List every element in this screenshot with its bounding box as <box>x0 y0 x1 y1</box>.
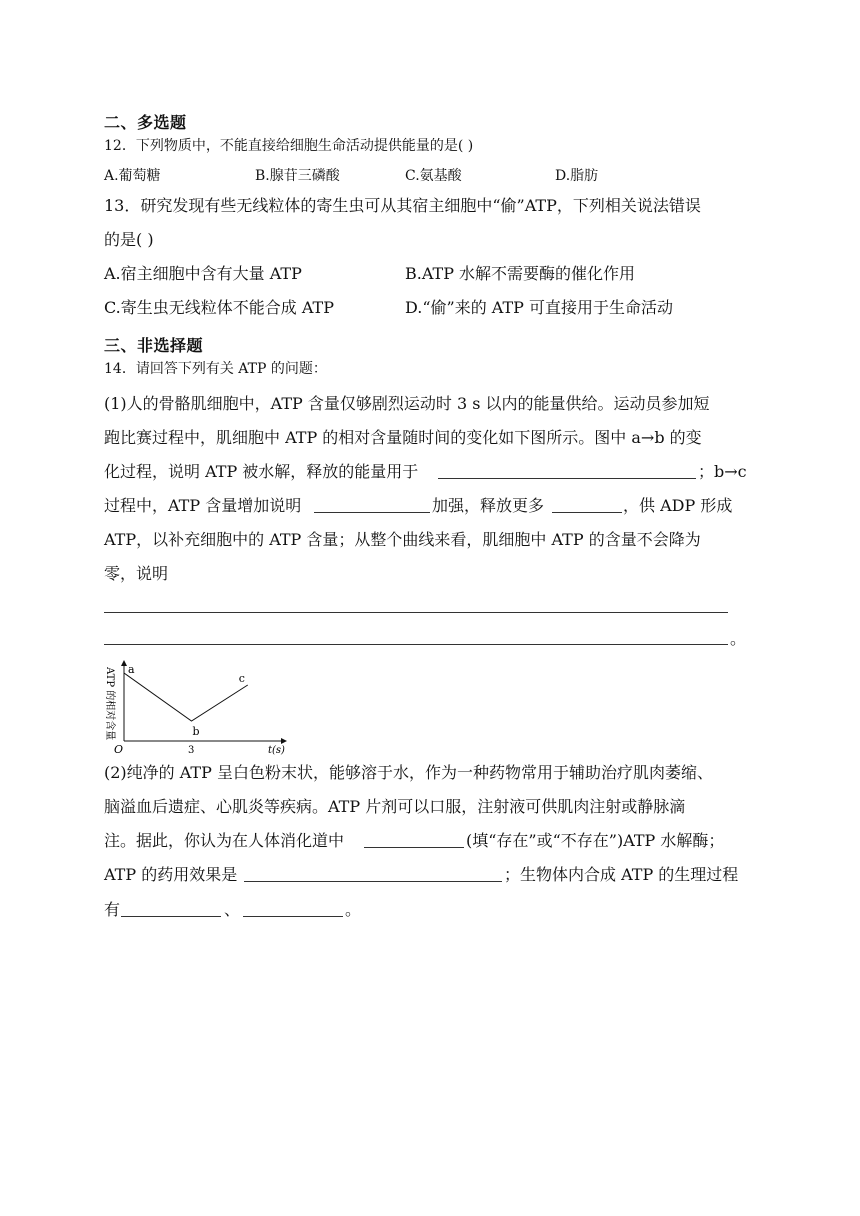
answer-blank-7[interactable] <box>121 916 221 917</box>
answer-blank-1[interactable] <box>438 478 696 479</box>
chart-point-label-b: b <box>192 725 200 738</box>
answer-blank-2[interactable] <box>314 512 430 513</box>
q14-p1-end-period: 。 <box>730 629 747 648</box>
q14-stem: 14．请回答下列有关 ATP 的问题： <box>104 361 327 377</box>
chart-origin-label: O <box>114 743 124 755</box>
q14-p2-line5-text: 有 <box>104 900 121 919</box>
q13-option-b: B.ATP 水解不需要酶的催化作用 <box>405 264 636 283</box>
q14-p2-line3-text: 注。据此，你认为在人体消化道中 <box>104 831 345 850</box>
q14-p1-line4-end: ，供 ADP 形成 <box>623 496 733 515</box>
q14-p2-line2: 脑溢血后遗症、心肌炎等疾病。ATP 片剂可以口服，注射液可供肌肉注射或静脉滴 <box>104 797 686 816</box>
q14-p2-line5-sep: 、 <box>224 900 241 919</box>
q12-option-c: C.氨基酸 <box>405 168 462 184</box>
chart-xlabel: t(s) <box>268 745 285 755</box>
chart-x-tick: 3 <box>188 745 195 755</box>
q14-p1-line4-mid: 加强，释放更多 <box>432 496 545 515</box>
q13-stem-line1: 13．研究发现有些无线粒体的寄生虫可从其宿主细胞中“偷”ATP，下列相关说法错误 <box>104 196 701 215</box>
answer-blank-5[interactable] <box>364 847 464 848</box>
chart-point-label-a: a <box>128 663 135 676</box>
section-heading-multi: 二、多选题 <box>104 113 187 132</box>
q12-option-d: D.脂肪 <box>555 168 599 184</box>
q14-p2-line3-end: (填“存在”或“不存在”)ATP 水解酶； <box>466 831 725 850</box>
answer-blank-4b[interactable] <box>104 644 728 645</box>
q14-p1-line5: ATP，以补充细胞中的 ATP 含量；从整个曲线来看，肌细胞中 ATP 的含量不会降为 <box>104 530 701 549</box>
q13-option-d: D.“偷”来的 ATP 可直接用于生命活动 <box>405 298 673 317</box>
answer-blank-4a[interactable] <box>104 612 728 613</box>
q14-p2-line4-text: ATP 的药用效果是 <box>104 865 238 884</box>
q14-p1-line6: 零，说明 <box>104 564 169 583</box>
chart-series-line <box>124 673 248 721</box>
q14-p1-line4-text: 过程中，ATP 含量增加说明 <box>104 496 302 515</box>
q14-p2-line4-end: ；生物体内合成 ATP 的生理过程 <box>504 865 739 884</box>
q14-p1-line1: (1)人的骨骼肌细胞中，ATP 含量仅够剧烈运动时 3 s 以内的能量供给。运动员参加短 <box>104 394 710 413</box>
q14-p1-line3-end: ；b→c <box>698 462 747 481</box>
q13-option-c: C.寄生虫无线粒体不能合成 ATP <box>104 298 334 317</box>
q14-p1-line3-text: 化过程，说明 ATP 被水解，释放的能量用于 <box>104 462 419 481</box>
q13-stem-line2: 的是( ) <box>104 230 154 249</box>
chart-point-label-c: c <box>238 672 245 685</box>
chart-ylabel: ATP 的相对含量 <box>104 667 115 741</box>
answer-blank-8[interactable] <box>243 916 343 917</box>
q12-option-a: A.葡萄糖 <box>104 168 161 184</box>
q14-p2-line1: (2)纯净的 ATP 呈白色粉末状，能够溶于水，作为一种药物常用于辅助治疗肌肉萎缩、 <box>104 763 713 782</box>
q14-p1-line2: 跑比赛过程中，肌细胞中 ATP 的相对含量随时间的变化如下图所示。图中 a→b 的变 <box>104 428 702 447</box>
section-heading-nonchoice: 三、非选择题 <box>104 336 204 355</box>
answer-blank-3[interactable] <box>552 512 622 513</box>
q13-option-a: A.宿主细胞中含有大量 ATP <box>104 264 302 283</box>
atp-content-chart <box>100 655 300 755</box>
q12-stem: 12．下列物质中，不能直接给细胞生命活动提供能量的是( ) <box>104 138 474 154</box>
q14-p2-line5-end: 。 <box>345 900 362 919</box>
q12-option-b: B.腺苷三磷酸 <box>255 168 340 184</box>
answer-blank-6[interactable] <box>244 881 502 882</box>
